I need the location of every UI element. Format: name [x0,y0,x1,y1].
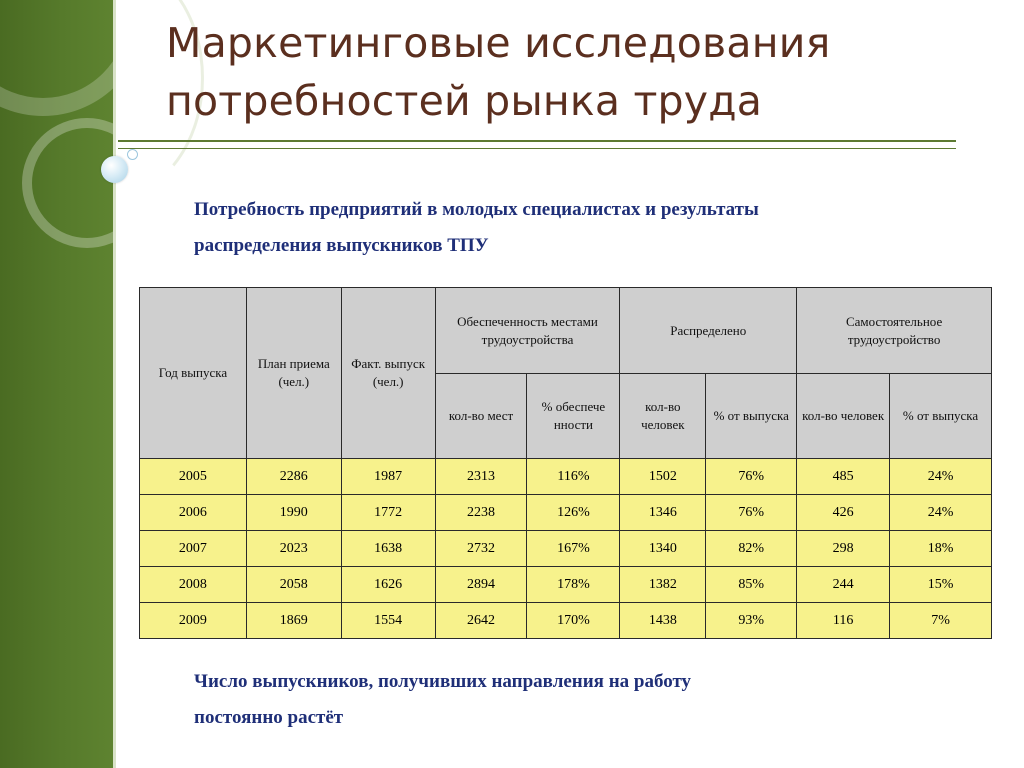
table-cell: 2006 [140,495,247,531]
table-cell: 24% [890,459,992,495]
table-cell: 170% [527,603,620,639]
slide-title [166,14,1006,130]
table-cell: 76% [706,495,797,531]
subheader-dist-pct: % от выпуска [706,374,797,459]
table-row [140,567,992,603]
table-cell: 1340 [620,531,706,567]
table-cell: 1554 [341,603,435,639]
table-cell: 298 [797,531,890,567]
conclusion-text [194,664,994,736]
table-cell: 2023 [246,531,341,567]
table-caption-line: Потребность предприятий в молодых специалистах и результаты [194,199,759,220]
table-cell: 126% [527,495,620,531]
table-cell: 426 [797,495,890,531]
table-cell: 116% [527,459,620,495]
table-cell: 1382 [620,567,706,603]
table-cell: 2005 [140,459,247,495]
table-cell: 1438 [620,603,706,639]
subheader-provision-pct: % обеспече нности [527,374,620,459]
table-cell: 18% [890,531,992,567]
table-row [140,603,992,639]
table-cell: 2642 [435,603,527,639]
table-header-row [140,288,992,374]
table-cell: 1626 [341,567,435,603]
subheader-self-count: кол-во человек [797,374,890,459]
table-cell: 1638 [341,531,435,567]
table-row [140,459,992,495]
table-cell: 485 [797,459,890,495]
table-cell: 2008 [140,567,247,603]
table-cell: 2894 [435,567,527,603]
graduates-table [139,287,992,639]
table-cell: 244 [797,567,890,603]
table-cell: 15% [890,567,992,603]
table-cell: 167% [527,531,620,567]
table-cell: 1990 [246,495,341,531]
table-cell: 93% [706,603,797,639]
table-cell: 1502 [620,459,706,495]
table-cell: 2058 [246,567,341,603]
header-distributed: Распределено [620,288,797,374]
header-year: Год выпуска [140,288,247,459]
table-caption-line: распределения выпускников ТПУ [194,235,489,256]
slide-title-line: Маркетинговые исследования [166,19,831,67]
conclusion-line: постоянно растёт [194,707,344,728]
subheader-places: кол-во мест [435,374,527,459]
table-cell: 24% [890,495,992,531]
header-fact: Факт. выпуск (чел.) [341,288,435,459]
conclusion-line: Число выпускников, получивших направления на работу [194,671,692,692]
table-cell: 2286 [246,459,341,495]
table-cell: 1869 [246,603,341,639]
header-plan: План приема (чел.) [246,288,341,459]
header-self-employment: Самостоятельное трудоустройство [797,288,992,374]
table-cell: 116 [797,603,890,639]
table-cell: 1346 [620,495,706,531]
subheader-self-pct: % от выпуска [890,374,992,459]
table-cell: 178% [527,567,620,603]
table-cell: 76% [706,459,797,495]
subheader-dist-count: кол-во человек [620,374,706,459]
table-cell: 82% [706,531,797,567]
table-cell: 1987 [341,459,435,495]
title-divider [118,140,956,149]
table-row [140,531,992,567]
decorative-bubble [101,156,128,183]
table-cell: 1772 [341,495,435,531]
table-cell: 2313 [435,459,527,495]
table-cell: 85% [706,567,797,603]
slide-title-line: потребностей рынка труда [166,77,763,125]
table-row [140,495,992,531]
table-cell: 2732 [435,531,527,567]
table-cell: 7% [890,603,992,639]
table-cell: 2009 [140,603,247,639]
table-cell: 2238 [435,495,527,531]
decorative-bubble [127,149,138,160]
table-caption [194,192,994,264]
header-provision: Обеспеченность местами трудоустройства [435,288,620,374]
table-cell: 2007 [140,531,247,567]
